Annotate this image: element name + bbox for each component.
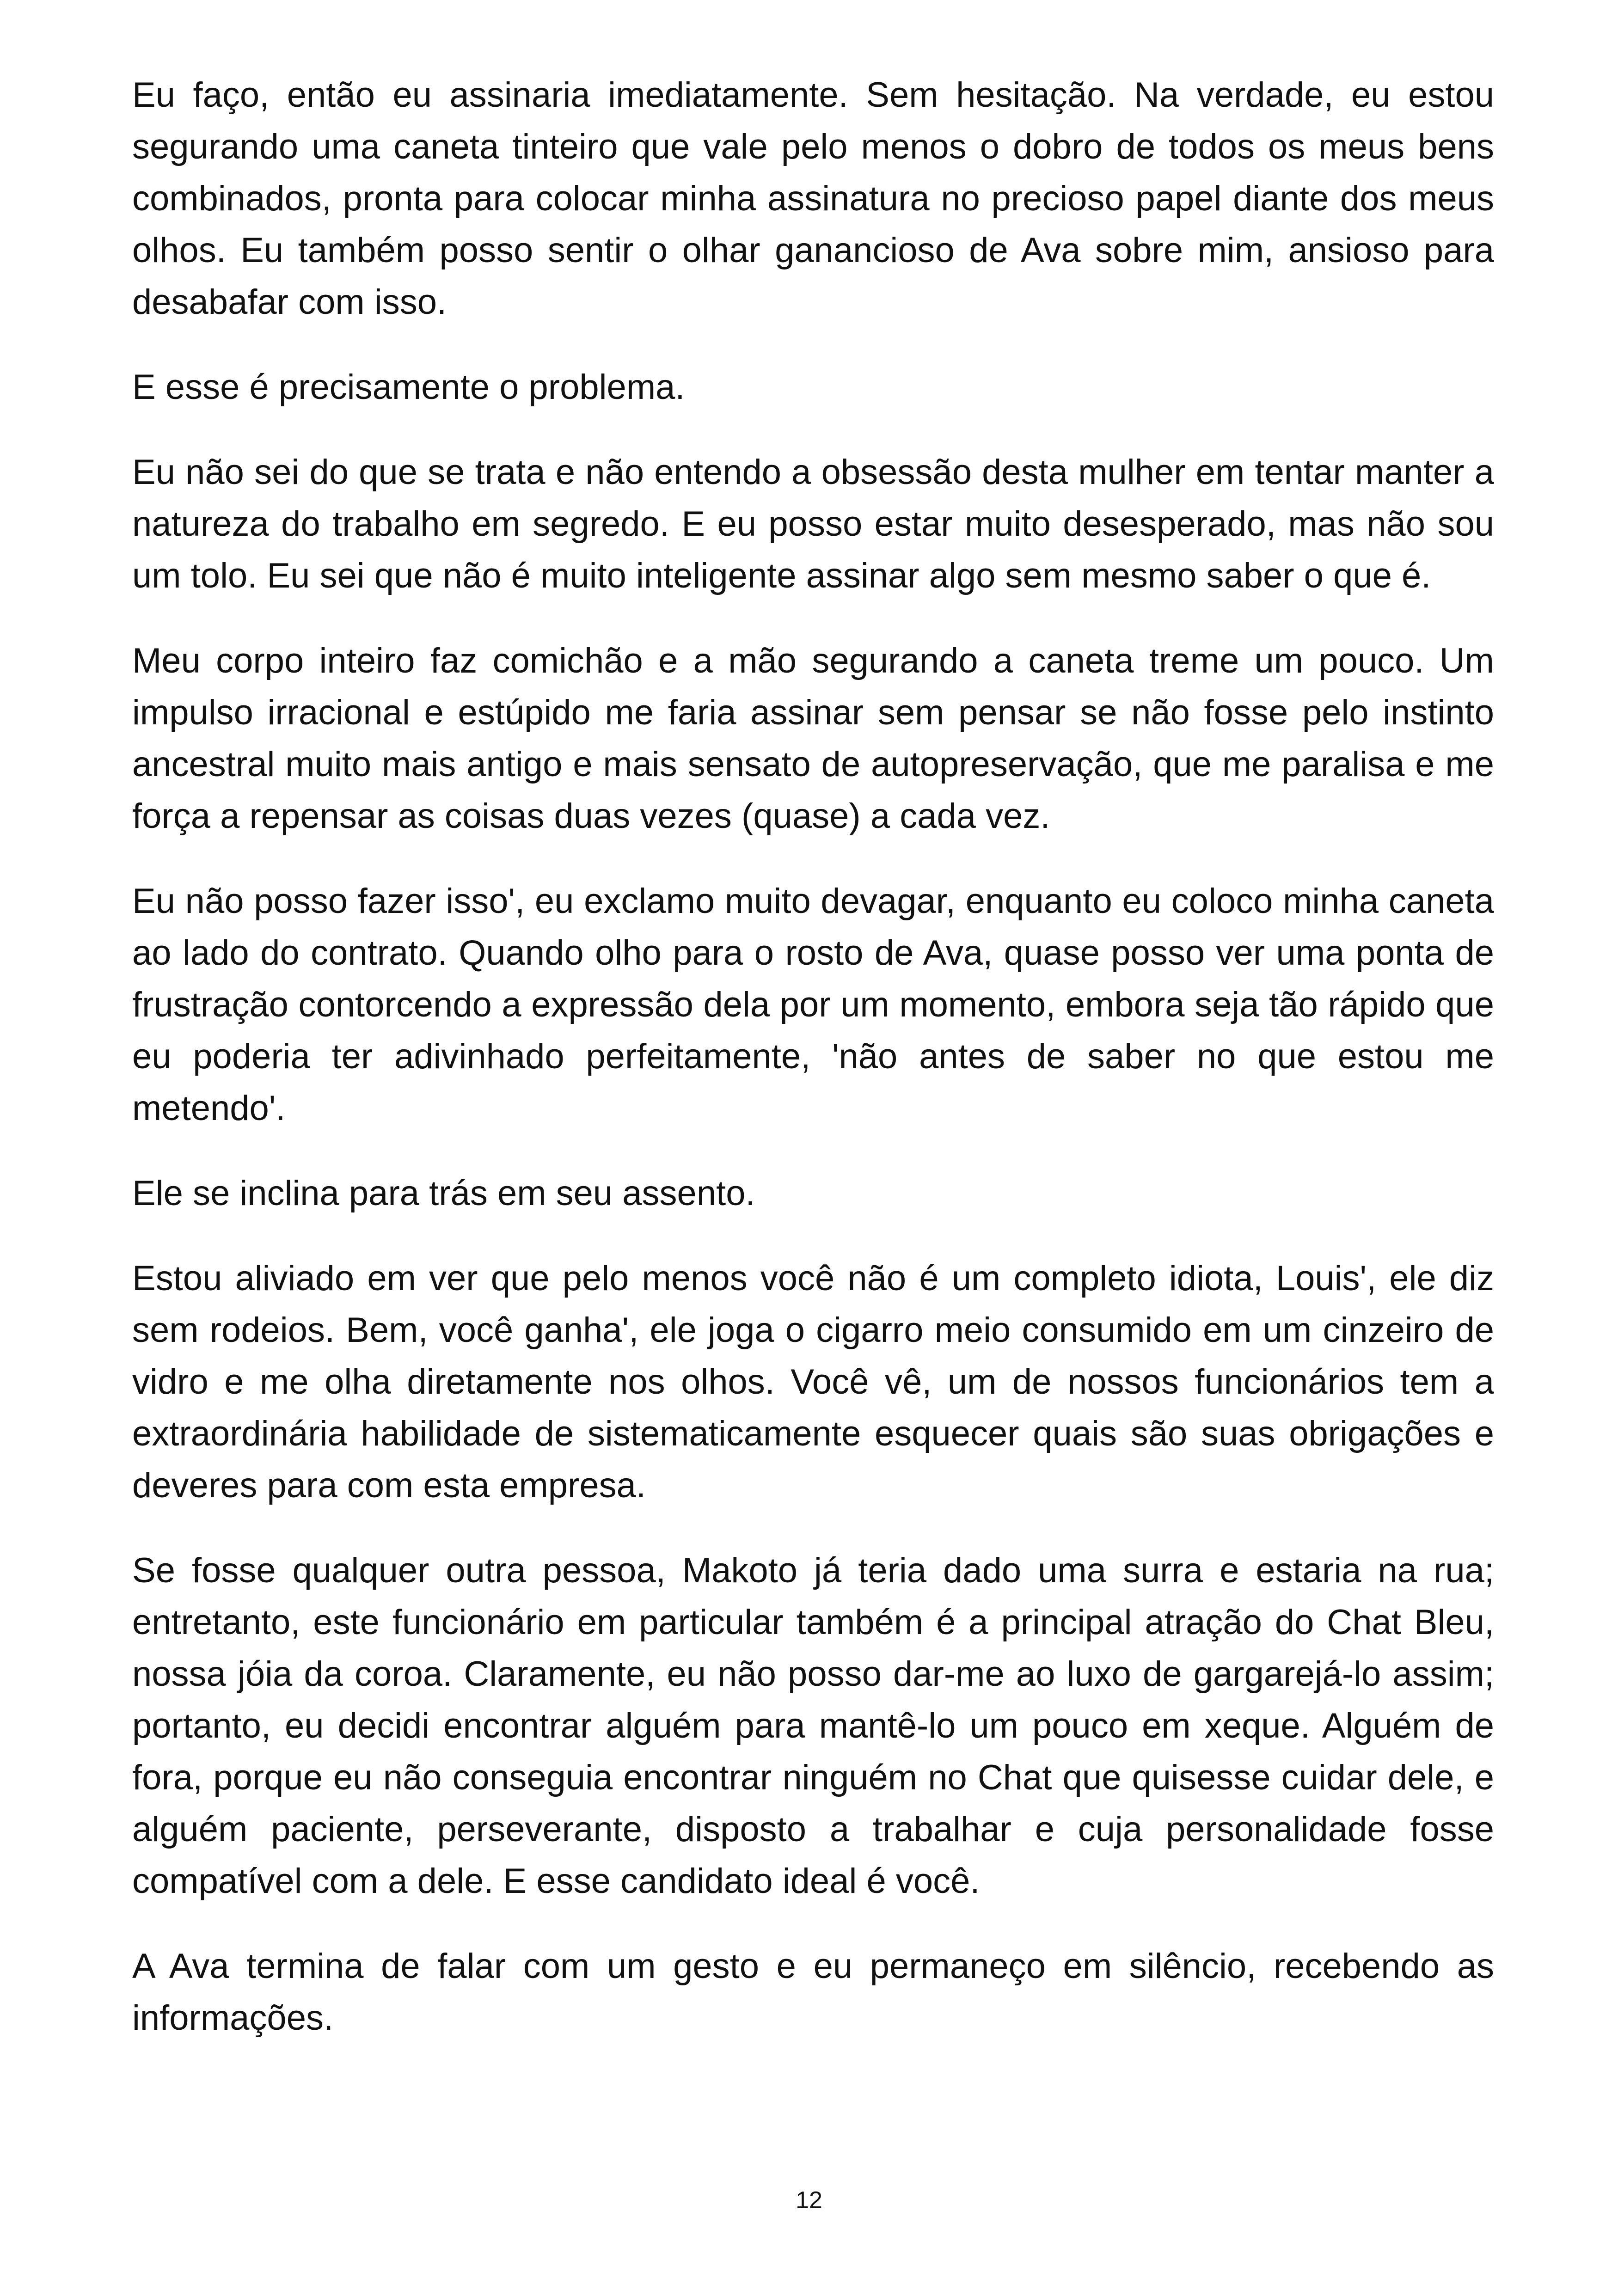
paragraph-6: Ele se inclina para trás em seu assento.	[132, 1174, 755, 1213]
paragraph-7: Estou aliviado em ver que pelo menos você não é um completo idiota, Louis', ele diz sem rodeios. Bem, você ganha', ele joga o cigarro meio consumido em um cinzeiro de vidro e me olha diretamente nos olhos. Você vê, um de nossos funcionários tem a extraordinária habilidade de sistematicamente esquecer quais são suas obrigações e deveres para com esta empresa.	[132, 1259, 1494, 1505]
paragraph-3: Eu não sei do que se trata e não entendo a obsessão desta mulher em tentar manter a natureza do trabalho em segredo. E eu posso estar muito desesperado, mas não sou um tolo. Eu sei que não é muito inteligente assinar algo sem mesmo saber o que é.	[132, 453, 1494, 595]
paragraph-5: Eu não posso fazer isso', eu exclamo muito devagar, enquanto eu coloco minha caneta ao lado do contrato. Quando olho para o rosto de Ava, quase posso ver uma ponta de frustração contorcendo a expressão dela por um momento, embora seja tão rápido que eu poderia ter adivinhado perfeitamente, 'não antes de saber no que estou me metendo'.	[132, 882, 1494, 1128]
paragraph-2: E esse é precisamente o problema.	[132, 367, 685, 407]
paragraph-8: Se fosse qualquer outra pessoa, Makoto já teria dado uma surra e estaria na rua; entretanto, este funcionário em particular também é a principal atração do Chat Bleu, nossa jóia da coroa. Claramente, eu não posso dar-me ao luxo de gargarejá-lo assim; portanto, eu decidi encontrar alguém para mantê-lo um pouco em xeque. Alguém de fora, porque eu não conseguia encontrar ninguém no Chat que quisesse cuidar dele, e alguém paciente, perseverante, disposto a trabalhar e cuja personalidade fosse compatível com a dele. E esse candidato ideal é você.	[132, 1551, 1494, 1901]
paragraph-4: Meu corpo inteiro faz comichão e a mão segurando a caneta treme um pouco. Um impulso irracional e estúpido me faria assinar sem pensar se não fosse pelo instinto ancestral muito mais antigo e mais sensato de autopreservação, que me paralisa e me força a repensar as coisas duas vezes (quase) a cada vez.	[132, 641, 1494, 836]
paragraph-1: Eu faço, então eu assinaria imediatamente. Sem hesitação. Na verdade, eu estou segurando uma caneta tinteiro que vale pelo menos o dobro de todos os meus bens combinados, pronta para colocar minha assinatura no precioso papel diante dos meus olhos. Eu também posso sentir o olhar ganancioso de Ava sobre mim, ansioso para desabafar com isso.	[132, 75, 1494, 322]
page-number: 12	[796, 2187, 822, 2214]
paragraph-9: A Ava termina de falar com um gesto e eu permaneço em silêncio, recebendo as informações.	[132, 1947, 1494, 2038]
body-text	[132, 69, 1494, 2077]
